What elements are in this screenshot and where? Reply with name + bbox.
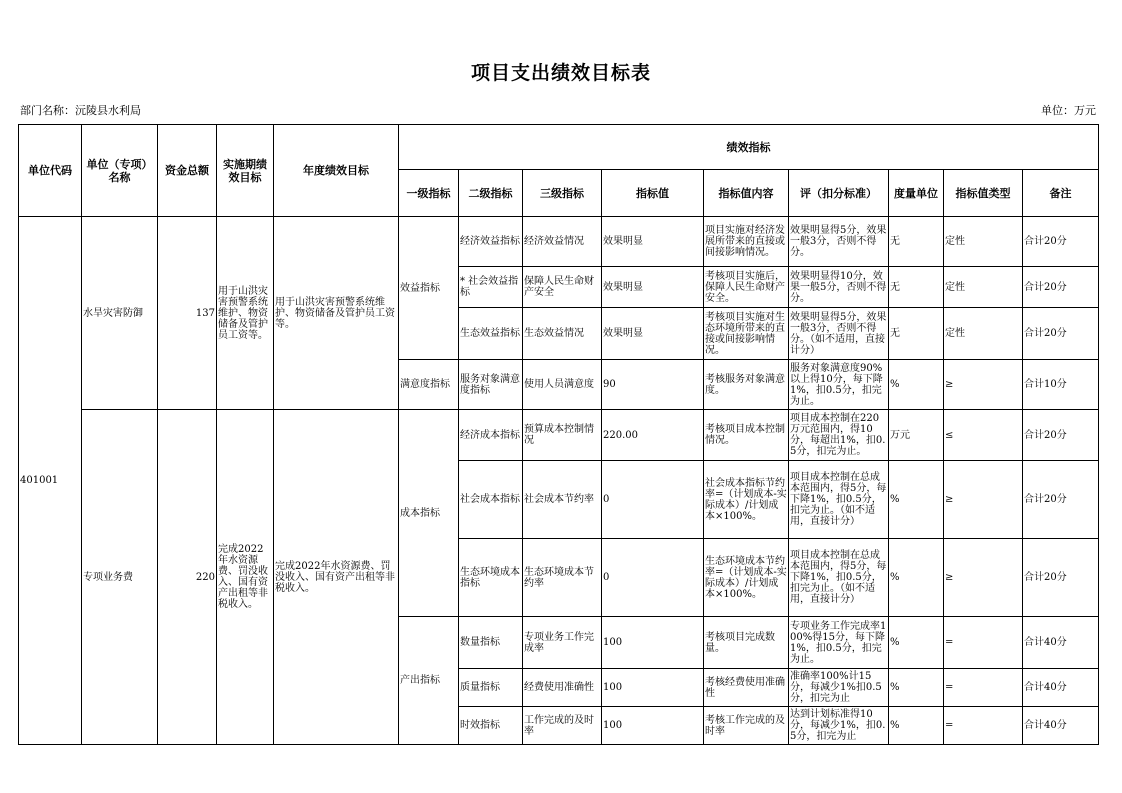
value-content-cell: 生态环境成本节约率=（计划成本-实际成本）/计划成本×100%。 xyxy=(704,539,789,617)
measure-unit-cell: % xyxy=(889,461,944,539)
level1-cell: 成本指标 xyxy=(399,410,459,617)
remark-cell: 合计40分 xyxy=(1023,669,1099,707)
value-cell: 效果明显 xyxy=(602,308,704,360)
header-period-goal: 实施期绩效目标 xyxy=(217,125,274,217)
header-indicators: 绩效指标 xyxy=(399,125,1099,170)
measure-unit-cell: % xyxy=(889,669,944,707)
measure-unit-cell: 无 xyxy=(889,308,944,360)
score-standard-cell: 项目成本控制在总成本范围内，得5分，每下降1%，扣0.5分，扣完为止。（如不适用，直接计分） xyxy=(789,461,889,539)
currency-unit: 单位：万元 xyxy=(1041,104,1096,117)
level3-cell: 工作完成的及时率 xyxy=(523,707,602,745)
unit-code-cell: 401001 xyxy=(19,217,82,745)
remark-cell: 合计20分 xyxy=(1023,308,1099,360)
measure-unit-cell: 万元 xyxy=(889,410,944,461)
measure-unit-cell: 无 xyxy=(889,267,944,308)
value-cell: 效果明显 xyxy=(602,267,704,308)
score-standard-cell: 专项业务工作完成率100%得15分，每下降1%，扣0.5分，扣完为止。 xyxy=(789,617,889,669)
score-standard-cell: 服务对象满意度90%以上得10分，每下降1%，扣0.5分，扣完为止。 xyxy=(789,360,889,410)
project-name-cell: 专项业务费 xyxy=(82,410,158,745)
level2-cell: 生态环境成本指标 xyxy=(459,539,523,617)
score-standard-cell: 效果明显得5分，效果一般3分，否则不得分。（如不适用，直接计分） xyxy=(789,308,889,360)
remark-cell: 合计20分 xyxy=(1023,461,1099,539)
value-cell: 效果明显 xyxy=(602,217,704,267)
score-standard-cell: 效果明显得5分，效果一般3分，否则不得分。 xyxy=(789,217,889,267)
header-unit-code: 单位代码 xyxy=(19,125,82,217)
score-standard-cell: 准确率100%计15分，每减少1%扣0.5分，扣完为止 xyxy=(789,669,889,707)
score-standard-cell: 项目成本控制在总成本范围内，得5分，每下降1%，扣0.5分，扣完为止。（如不适用，直接计分） xyxy=(789,539,889,617)
value-type-cell: ≥ xyxy=(944,461,1023,539)
value-cell: 220.00 xyxy=(602,410,704,461)
level1-cell: 产出指标 xyxy=(399,617,459,745)
value-cell: 0 xyxy=(602,539,704,617)
score-standard-cell: 效果明显得10分，效果一般5分，否则不得分。 xyxy=(789,267,889,308)
value-type-cell: = xyxy=(944,707,1023,745)
remark-cell: 合计40分 xyxy=(1023,617,1099,669)
header-annual-goal: 年度绩效目标 xyxy=(274,125,399,217)
annual-goal-cell: 用于山洪灾害预警系统维护、物资储备及管护员工资等。 xyxy=(274,217,399,410)
level3-cell: 经济效益情况 xyxy=(523,217,602,267)
header-value-content: 指标值内容 xyxy=(704,170,789,217)
value-content-cell: 项目实施对经济发展所带来的直接或间接影响情况。 xyxy=(704,217,789,267)
project-funds-cell: 220 xyxy=(158,410,217,745)
level3-cell: 经费使用准确性 xyxy=(523,669,602,707)
level3-cell: 预算成本控制情况 xyxy=(523,410,602,461)
remark-cell: 合计10分 xyxy=(1023,360,1099,410)
score-standard-cell: 项目成本控制在220万元范围内，得10分，每超出1%，扣0.5分，扣完为止。 xyxy=(789,410,889,461)
measure-unit-cell: % xyxy=(889,707,944,745)
value-cell: 100 xyxy=(602,617,704,669)
value-type-cell: ≥ xyxy=(944,360,1023,410)
level2-cell: 经济成本指标 xyxy=(459,410,523,461)
level2-cell: 服务对象满意度指标 xyxy=(459,360,523,410)
value-type-cell: = xyxy=(944,617,1023,669)
period-goal-cell: 用于山洪灾害预警系统维护、物资储备及管护员工资等。 xyxy=(217,217,274,410)
level1-cell: 满意度指标 xyxy=(399,360,459,410)
value-type-cell: ≥ xyxy=(944,539,1023,617)
header-level3: 三级指标 xyxy=(523,170,602,217)
value-content-cell: 考核项目实施对生态环境所带来的直接或间接影响情况。 xyxy=(704,308,789,360)
score-standard-cell: 达到计划标准得10分，每减少1%，扣0.5分，扣完为止 xyxy=(789,707,889,745)
annual-goal-cell: 完成2022年水资源费、罚没收入、国有资产出租等非税收入。 xyxy=(274,410,399,745)
performance-target-table xyxy=(18,124,1099,745)
level3-cell: 保障人民生命财产安全 xyxy=(523,267,602,308)
measure-unit-cell: % xyxy=(889,617,944,669)
level1-cell: 效益指标 xyxy=(399,217,459,360)
value-cell: 100 xyxy=(602,707,704,745)
value-content-cell: 社会成本指标节约率=（计划成本-实际成本）/计划成本×100%。 xyxy=(704,461,789,539)
header-score-standard: 评（扣分标准） xyxy=(789,170,889,217)
table-row xyxy=(19,217,1099,267)
remark-cell: 合计20分 xyxy=(1023,539,1099,617)
level3-cell: 使用人员满意度 xyxy=(523,360,602,410)
level3-cell: 专项业务工作完成率 xyxy=(523,617,602,669)
header-value-type: 指标值类型 xyxy=(944,170,1023,217)
remark-cell: 合计20分 xyxy=(1023,217,1099,267)
level3-cell: 生态环境成本节约率 xyxy=(523,539,602,617)
header-measure-unit: 度量单位 xyxy=(889,170,944,217)
measure-unit-cell: 无 xyxy=(889,217,944,267)
value-cell: 100 xyxy=(602,669,704,707)
value-content-cell: 考核服务对象满意度。 xyxy=(704,360,789,410)
measure-unit-cell: % xyxy=(889,539,944,617)
value-content-cell: 考核经费使用准确性 xyxy=(704,669,789,707)
department-name: 部门名称：沅陵县水利局 xyxy=(20,104,141,117)
level2-cell: * 社会效益指标 xyxy=(459,267,523,308)
level2-cell: 质量指标 xyxy=(459,669,523,707)
remark-cell: 合计40分 xyxy=(1023,707,1099,745)
header-value: 指标值 xyxy=(602,170,704,217)
header-level1: 一级指标 xyxy=(399,170,459,217)
value-content-cell: 考核工作完成的及时率 xyxy=(704,707,789,745)
project-name-cell: 水旱灾害防御 xyxy=(82,217,158,410)
value-content-cell: 考核项目实施后，保障人民生命财产安全。 xyxy=(704,267,789,308)
value-cell: 0 xyxy=(602,461,704,539)
level2-cell: 数量指标 xyxy=(459,617,523,669)
value-type-cell: 定性 xyxy=(944,217,1023,267)
level2-cell: 时效指标 xyxy=(459,707,523,745)
table-row xyxy=(19,410,1099,461)
page-title: 项目支出绩效目标表 xyxy=(470,62,651,84)
level3-cell: 生态效益情况 xyxy=(523,308,602,360)
value-type-cell: 定性 xyxy=(944,308,1023,360)
header-total-funds: 资金总额 xyxy=(158,125,217,217)
level2-cell: 生态效益指标 xyxy=(459,308,523,360)
header-unit-name: 单位（专项）名称 xyxy=(82,125,158,217)
header-level2: 二级指标 xyxy=(459,170,523,217)
level3-cell: 社会成本节约率 xyxy=(523,461,602,539)
project-funds-cell: 137 xyxy=(158,217,217,410)
remark-cell: 合计20分 xyxy=(1023,267,1099,308)
value-type-cell: 定性 xyxy=(944,267,1023,308)
value-cell: 90 xyxy=(602,360,704,410)
period-goal-cell: 完成2022年水资源费、罚没收入、国有资产出租等非税收入。 xyxy=(217,410,274,745)
header-remark: 备注 xyxy=(1023,170,1099,217)
level2-cell: 经济效益指标 xyxy=(459,217,523,267)
level2-cell: 社会成本指标 xyxy=(459,461,523,539)
value-content-cell: 考核项目成本控制情况。 xyxy=(704,410,789,461)
remark-cell: 合计20分 xyxy=(1023,410,1099,461)
measure-unit-cell: % xyxy=(889,360,944,410)
value-type-cell: ≤ xyxy=(944,410,1023,461)
value-type-cell: = xyxy=(944,669,1023,707)
value-content-cell: 考核项目完成数量。 xyxy=(704,617,789,669)
